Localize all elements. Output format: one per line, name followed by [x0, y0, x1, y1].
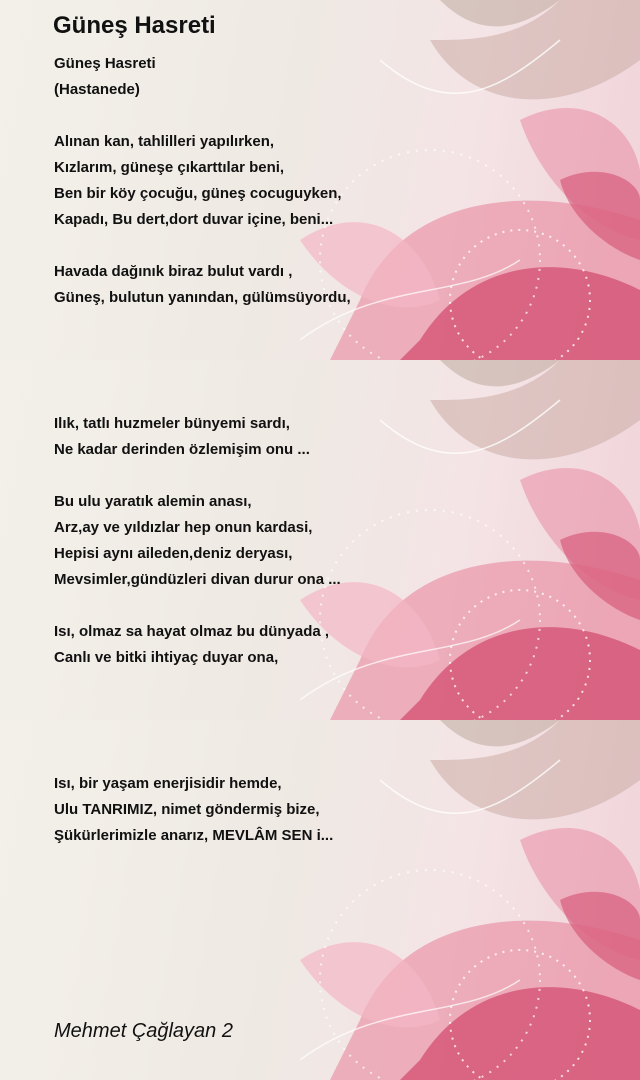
poem-line: Ne kadar derinden özlemişim onu ...: [54, 441, 310, 458]
poem-line: Güneş, bulutun yanından, gülümsüyordu,: [54, 289, 351, 306]
stanza-1: [54, 51, 156, 103]
stanza-5: [54, 489, 341, 593]
poem-line: Kapadı, Bu dert,dort duvar içine, beni...: [54, 211, 334, 228]
poem-line: Ilık, tatlı huzmeler bünyemi sardı,: [54, 415, 290, 432]
author-name: Mehmet Çağlayan 2: [54, 1020, 233, 1042]
poem-line: Arz,ay ve yıldızlar hep onun kardasi,: [54, 519, 313, 536]
poem-line: Mevsimler,gündüzleri divan durur ona ...: [54, 571, 341, 588]
stanza-6: [54, 619, 329, 671]
poem-line: Kızlarım, güneşe çıkarttılar beni,: [54, 159, 285, 176]
poem-line: Isı, bir yaşam enerjisidir hemde,: [54, 775, 282, 792]
poem-line: Bu ulu yaratık alemin anası,: [54, 493, 252, 510]
poem-title: Güneş Hasreti: [53, 12, 216, 39]
poem-line: Havada dağınık biraz bulut vardı ,: [54, 263, 293, 280]
poem-line: Isı, olmaz sa hayat olmaz bu dünyada ,: [54, 623, 330, 640]
stanza-4: [54, 411, 310, 463]
poem-line: Şükürlerimizle anarız, MEVLÂM SEN i...: [54, 827, 334, 844]
poem-line: Canlı ve bitki ihtiyaç duyar ona,: [54, 649, 279, 666]
stanza-2: [54, 129, 342, 233]
stanza-7: [54, 771, 333, 849]
poem-line: Ben bir köy çocuğu, güneş cocuguyken,: [54, 185, 342, 202]
poem-line: Ulu TANRIMIZ, nimet göndermiş bize,: [54, 801, 320, 818]
poem-line: Hepisi aynı aileden,deniz deryası,: [54, 545, 293, 562]
stanza-3: [54, 259, 351, 311]
poem-line: (Hastanede): [54, 81, 140, 98]
poem-line: Alınan kan, tahlilleri yapılırken,: [54, 133, 275, 150]
poem-line: Güneş Hasreti: [54, 55, 156, 72]
